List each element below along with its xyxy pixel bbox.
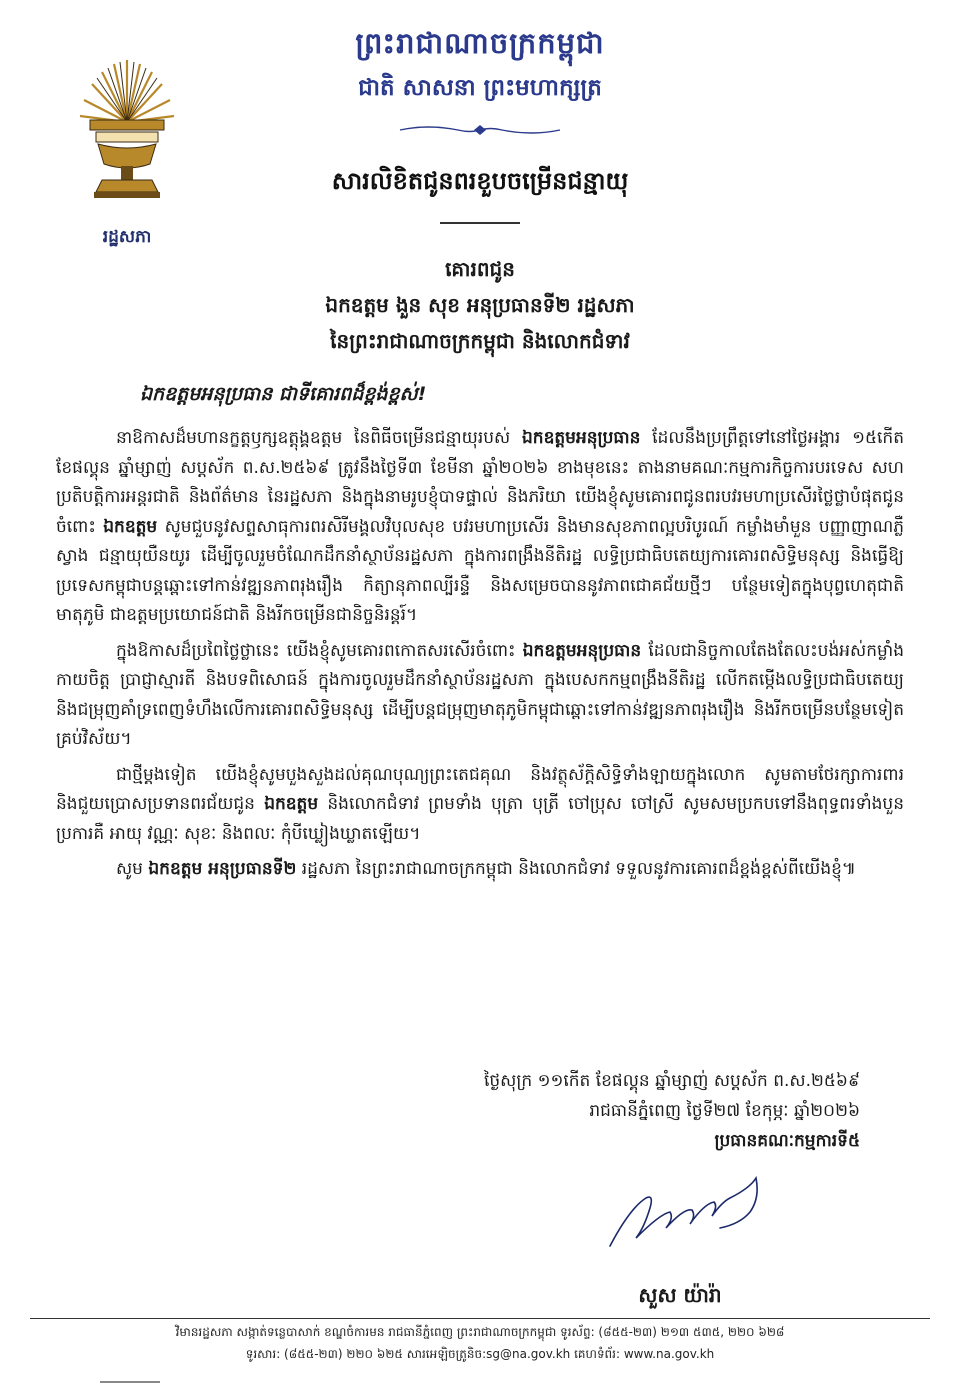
p3-text-c: និងលោកជំទាវ ព្រមទាំង បុត្រា បុត្រី ចៅប្រុស ចៅស្រី សូមសមប្រកបទៅនឹងពុទ្ធពរទាំងបួនប្រការគឺ អាយុ វណ្ណៈ សុខៈ និងពលៈ កុំបីឃ្លៀងឃ្លាតឡើយ។ (56, 794, 905, 844)
p4-emphasis-b: ឯកឧត្តម អនុប្រធានទី២ (148, 859, 297, 879)
title-divider (440, 222, 520, 224)
closing-block (340, 1066, 860, 1156)
p4-text-c: រដ្ឋសភា នៃព្រះរាជាណាចក្រកម្ពុជា និងលោកជំទាវ ទទួលនូវការគោរពដ៏ខ្ពង់ខ្ពស់ពីយើងខ្ញុំ៕ (296, 859, 857, 879)
national-motto: ជាតិ សាសនា ព្រះមហាក្សត្រ (358, 75, 602, 101)
footer-contact: ទូរសារ: (៨៥៥-២៣) ២២០ ៦២៥ សារអេឡិចត្រូនិច:sg@na.gov.kh គេហទំព័រ: www.na.gov.kh (245, 1347, 715, 1361)
kingdom-heading: ព្រះរាជាណាចក្រកម្ពុជា (355, 26, 605, 60)
p1-emphasis-d: ឯកឧត្តម (103, 516, 158, 537)
signer-name: សួស យ៉ារ៉ា (638, 1283, 722, 1307)
footer-divider (30, 1318, 930, 1319)
p4-text-a: សូម (116, 859, 149, 879)
handwritten-signature-icon (600, 1168, 780, 1268)
respect-line: គោរពជូន (445, 257, 515, 281)
place-date: រាជធានីភ្នំពេញ ថ្ងៃទី២៧ ខែកុម្ភៈ ឆ្នាំ២០២៦ (589, 1101, 860, 1121)
body-paragraph-4 (56, 855, 904, 885)
emblem-icon (72, 52, 182, 222)
p1-emphasis-b: ឯកឧត្តមអនុប្រធាន (521, 428, 641, 448)
document-title: សារលិខិតជូនពរខួបចម្រើនជន្មាយុ (331, 167, 629, 195)
addressee-name: ឯកឧត្តម ងួន សុខ អនុប្រធានទី២ រដ្ឋសភា (325, 293, 635, 317)
body-paragraph-1 (56, 424, 904, 631)
p3-emphasis-b: ឯកឧត្តម (264, 794, 319, 814)
salutation: ឯកឧត្តមអនុប្រធាន ជាទីគោរពដ៏ខ្ពង់ខ្ពស់! (140, 383, 427, 405)
p1-text-e: សូមជួបនូវសព្ទសាធុការពរសិរីមង្គលវិបុលសុខ បវរមហាប្រសើរ និងមានសុខភាពល្អបរិបូរណ៍ កម្លាំងមាំមួន បញ្ញាញាណភ្លឺស្វាង ជន្មាយុយឺនយូរ ដើម្បីចូលរួមចំណែកដឹកនាំស្ថាប័នរដ្ឋសភា ក្នុងការពង្រឹងនីតិរដ្ឋ លទ្ធិប្រជាធិបតេយ្យការគោរពសិទ្ធិមនុស្ស និងធ្វើឱ្យប្រទេសកម្ពុជាបន្តឆ្ពោះទៅកាន់វឌ្ឍនភាពរុងរឿង កិត្យានុភាពល្បីរន្ទឺ និងសម្រេចបាននូវភាពជោគជ័យថ្មីៗ បន្ថែមទៀតក្នុងបុព្វហេតុជាតិមាតុភូមិ ជាឧត្តមប្រយោជន៍ជាតិ និងរីកចម្រើនជានិច្ចនិរន្តរ៍។ (56, 516, 905, 625)
national-assembly-emblem (72, 52, 182, 247)
body-paragraph-2 (56, 637, 904, 755)
signer-role: ប្រធានគណៈកម្មការទី៥ (714, 1131, 860, 1151)
p2-text-c: ដែលជានិច្ចកាលតែងតែលះបង់អស់កម្លាំងកាយចិត្ត ប្រាជ្ញាស្មារតី និងបទពិសោធន៍ ក្នុងការចូលរួមដឹកនាំស្ថាប័នរដ្ឋសភា ក្នុងបេសកកម្មពង្រឹងនីតិរដ្ឋ លើកតម្កើងលទ្ធិប្រជាធិបតេយ្យ និងជម្រុញគាំទ្រពេញទំហឹងលើការគោរពសិទ្ធិមនុស្ស ដើម្បីបន្តជម្រុញមាតុភូមិកម្ពុជាឆ្ពោះទៅកាន់វឌ្ឍនភាពរុងរឿង និងរីកចម្រើនបន្ថែមទៀតគ្រប់វិស័យ។ (56, 640, 904, 749)
emblem-label: រដ្ឋសភា (102, 227, 152, 247)
letter-body (56, 424, 904, 891)
p1-text-c: ដែលនឹងប្រព្រឹត្តទៅនៅថ្ងៃអង្គារ ១៥កើត ខែផល្គុន ឆ្នាំម្សាញ់ សប្តស័ក ព.ស.២៥៦៩ ត្រូវនឹងថ្ងៃទី៣ ខែមីនា ឆ្នាំ២០២៦ ខាងមុខនេះ តាងនាមគណៈកម្មការកិច្ចការបរទេស សហប្រតិបត្តិការអន្តរជាតិ និងព័ត៌មាន នៃរដ្ឋសភា និងក្នុងនាមរូបខ្ញុំបាទផ្ទាល់ និងភរិយា យើងខ្ញុំសូមគោរពជូនពរបវរមហាប្រសើរថ្លៃថ្លាបំផុតជូនចំពោះ (56, 428, 904, 537)
footer-address: វិមានរដ្ឋសភា សង្កាត់ទន្លេបាសាក់ ខណ្ឌចំការមន រាជធានីភ្នំពេញ ព្រះរាជាណាចក្រកម្ពុជា ទូរស័ព្ទ: (៨៥៥-២៣) ២១៣ ៥៣៥, ២២០ ៦២៨ (175, 1325, 785, 1339)
body-paragraph-3 (56, 761, 904, 850)
p2-text-a: ក្នុងឱកាសដ៏ប្រពៃថ្លៃថ្លានេះ យើងខ្ញុំសូមគោរពកោតសរសើរចំពោះ (116, 640, 523, 661)
p2-emphasis-b: ឯកឧត្តមអនុប្រធាន (522, 640, 642, 661)
p1-text-a: នាឱកាសដ៏មហានក្ខត្តឫក្សឧត្តុង្គឧត្តម នៃពិធីចម្រើនជន្មាយុរបស់ (116, 428, 522, 448)
lunar-date: ថ្ងៃសុក្រ ១១កើត ខែផល្គុន ឆ្នាំម្សាញ់ សប្តស័ក ព.ស.២៥៦៩ (483, 1071, 860, 1091)
p3-text-a: ជាថ្មីម្តងទៀត យើងខ្ញុំសូមបួងសួងដល់គុណបុណ្យព្រះតេជគុណ និងវត្ថុស័ក្តិសិទ្ធិទាំងឡាយក្នុងលោក សូមតាមថែរក្សាការពារ និងជួយប្រោសប្រទានពរជ័យជូន (56, 764, 904, 814)
page-corner-mark (100, 1380, 160, 1384)
addressee-institution: នៃព្រះរាជាណាចក្រកម្ពុជា និងលោកជំទាវ (330, 329, 630, 353)
flourish-divider-icon (398, 122, 562, 138)
